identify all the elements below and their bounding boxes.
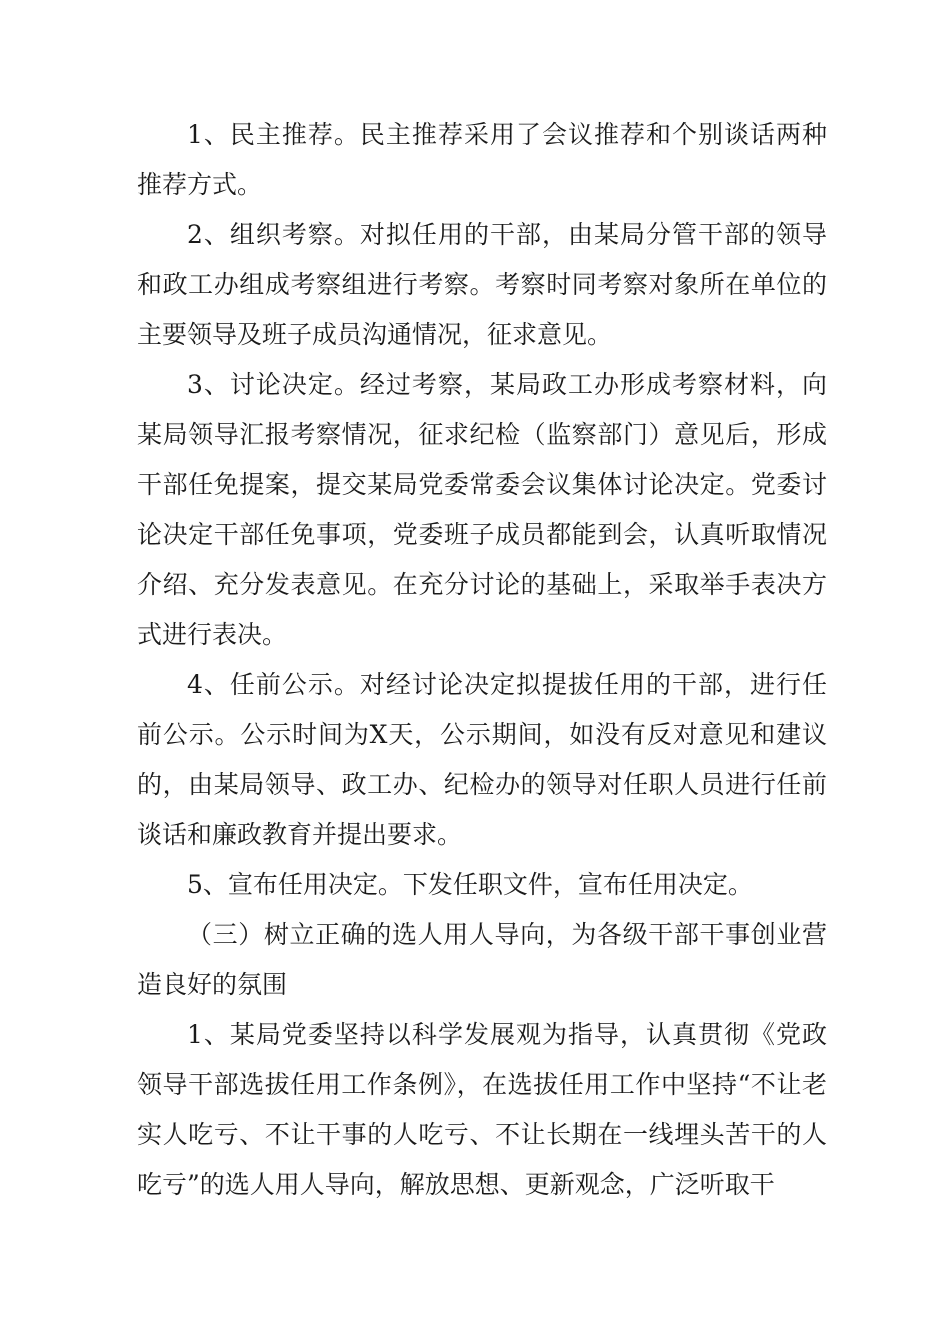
document-body	[137, 110, 827, 1210]
paragraph-pre-appointment-notice: 4、任前公示。对经讨论决定拟提拔任用的干部，进行任前公示。公示时间为X天，公示期间，如没有反对意见和建议的，由某局领导、政工办、纪检办的领导对任职人员进行任前谈话和廉政教育并提出要求。	[137, 670, 827, 849]
paragraph-organizational-inspection: 2、组织考察。对拟任用的干部，由某局分管干部的领导和政工办组成考察组进行考察。考察时同考察对象所在单位的主要领导及班子成员沟通情况，征求意见。	[137, 220, 827, 349]
paragraph-announce-appointment: 5、宣布任用决定。下发任职文件，宣布任用决定。	[187, 870, 753, 899]
paragraph-party-committee: 1、某局党委坚持以科学发展观为指导，认真贯彻《党政领导干部选拔任用工作条例》，在选拔任用工作中坚持“不让老实人吃亏、不让干事的人吃亏、不让长期在一线埋头苦干的人吃亏”的选人用人导向，解放思想、更新观念，广泛听取干	[137, 1020, 827, 1199]
section-heading-three: （三）树立正确的选人用人导向，为各级干部干事创业营造良好的氛围	[137, 920, 827, 999]
paragraph-discussion-decision: 3、讨论决定。经过考察，某局政工办形成考察材料，向某局领导汇报考察情况，征求纪检（监察部门）意见后，形成干部任免提案，提交某局党委常委会议集体讨论决定。党委讨论决定干部任免事项，党委班子成员都能到会，认真听取情况介绍、充分发表意见。在充分讨论的基础上，采取举手表决方式进行表决。	[137, 370, 827, 649]
paragraph-democratic-recommendation: 1、民主推荐。民主推荐采用了会议推荐和个别谈话两种推荐方式。	[137, 120, 827, 199]
